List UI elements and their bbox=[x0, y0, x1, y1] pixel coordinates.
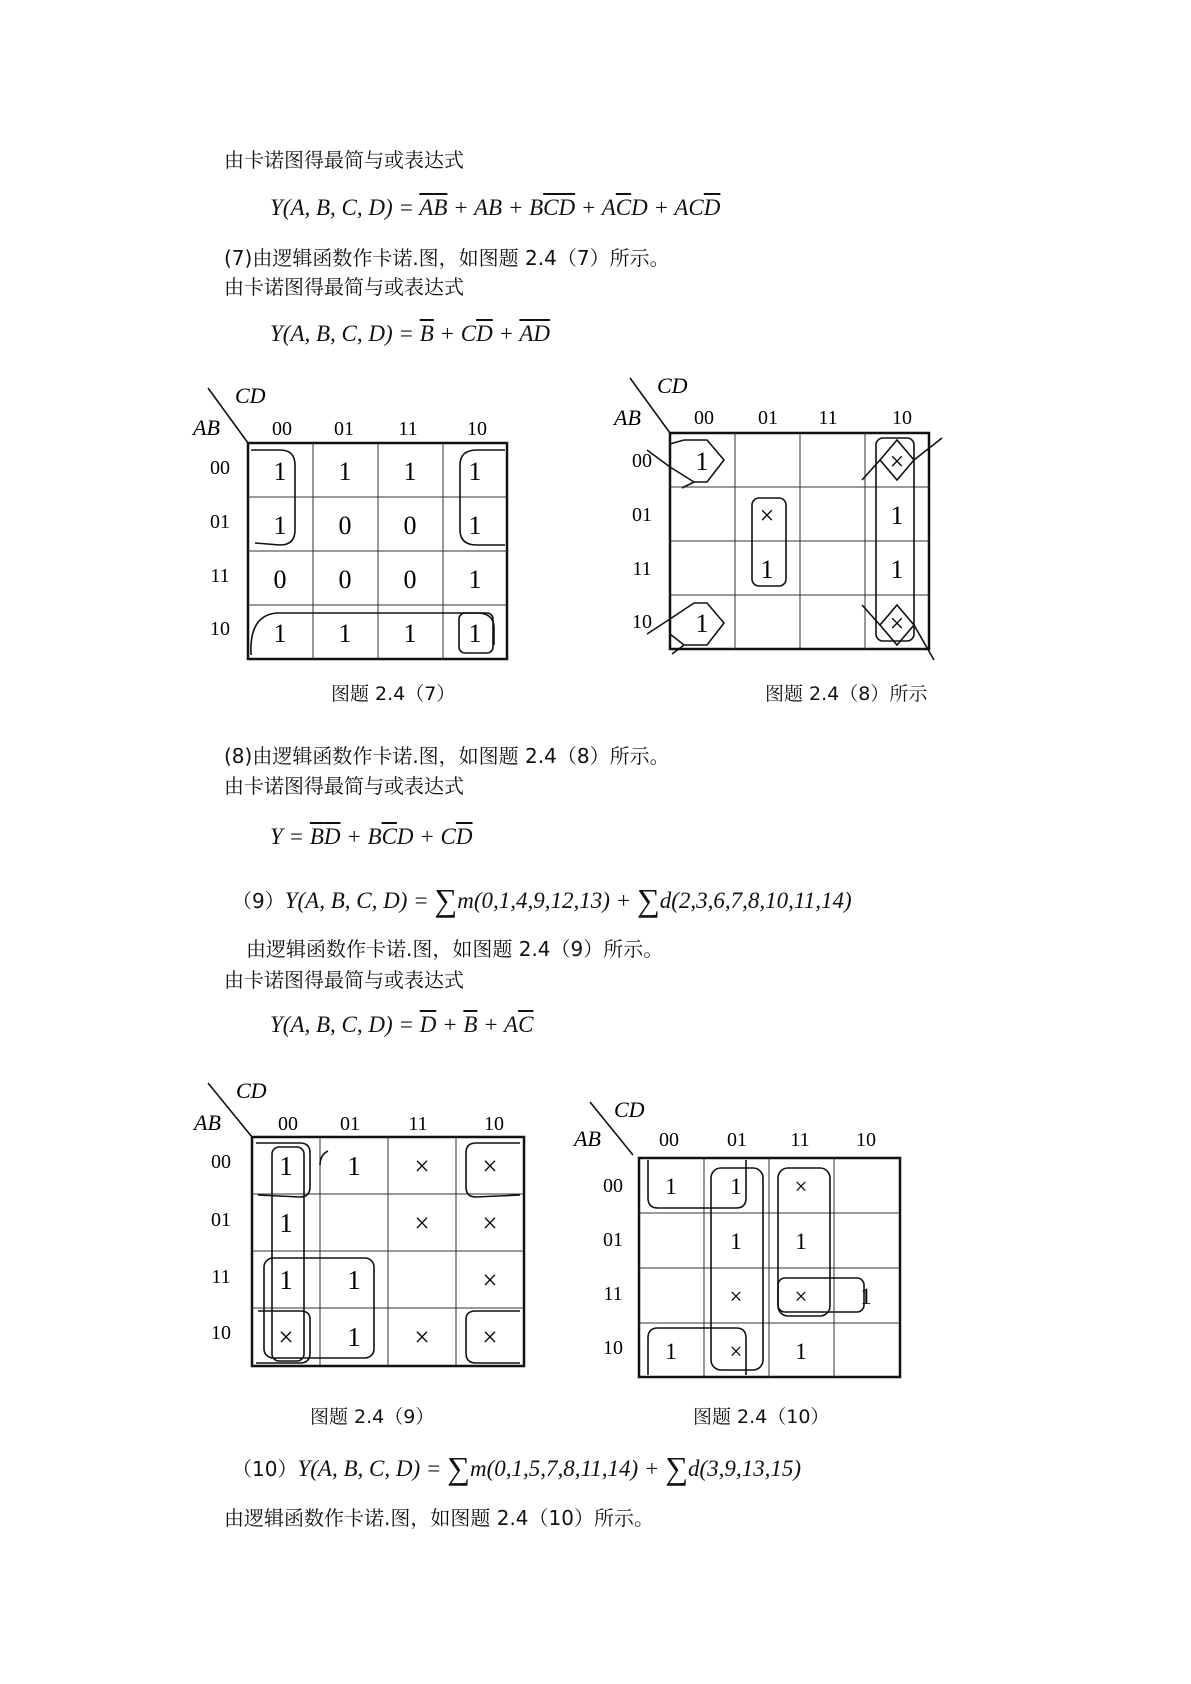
cell: 1 bbox=[695, 609, 709, 638]
cell: 1 bbox=[890, 555, 904, 584]
cell: 1 bbox=[860, 1284, 872, 1309]
cell: 1 bbox=[890, 501, 904, 530]
cell: × bbox=[482, 1322, 498, 1352]
cell: × bbox=[278, 1322, 294, 1352]
cell: 1 bbox=[279, 1151, 293, 1181]
col-label: 10 bbox=[892, 407, 912, 429]
cell: 1 bbox=[468, 565, 482, 594]
cell: × bbox=[759, 501, 775, 530]
equation-4: （9）Y(A, B, C, D) = ∑m(0,1,4,9,12,13) + ∑d(2,3,6,7,8,10,11,14) bbox=[232, 882, 852, 918]
cell: × bbox=[889, 447, 905, 476]
cell: 1 bbox=[273, 457, 287, 486]
caption-9: 图题 2.4（9） bbox=[310, 1406, 435, 1428]
equation-5: Y(A, B, C, $D) = \overline{D} + \overline{B} + A\overline{C}$ bbox=[270, 1012, 534, 1037]
text-line-3: 由卡诺图得最简与或表达式 bbox=[224, 275, 464, 299]
col-label: 01 bbox=[727, 1129, 747, 1151]
col-label: 11 bbox=[398, 418, 418, 440]
row-label: 01 bbox=[211, 1209, 231, 1231]
cell: 1 bbox=[795, 1339, 807, 1364]
cell: × bbox=[729, 1284, 743, 1309]
cell: × bbox=[482, 1208, 498, 1238]
text-line-2: (7)由逻辑函数作卡诺.图，如图题 2.4（7）所示。 bbox=[224, 246, 670, 270]
kmap-col-labels bbox=[694, 407, 912, 429]
cell: × bbox=[414, 1151, 430, 1181]
col-label: 00 bbox=[278, 1113, 298, 1135]
cell: 1 bbox=[403, 457, 417, 486]
text-line-4: (8)由逻辑函数作卡诺.图，如图题 2.4（8）所示。 bbox=[224, 744, 670, 768]
col-label: 01 bbox=[334, 418, 354, 440]
kmap-row-labels bbox=[211, 1151, 231, 1344]
kmap-row-var: AB bbox=[574, 1126, 601, 1151]
row-label: 11 bbox=[211, 1266, 231, 1288]
cell: × bbox=[729, 1339, 743, 1364]
caption-7: 图题 2.4（7） bbox=[331, 683, 456, 705]
kmap-col-var: CD bbox=[657, 373, 688, 398]
col-label: 00 bbox=[659, 1129, 679, 1151]
text-line-8: 由逻辑函数作卡诺.图，如图题 2.4（10）所示。 bbox=[224, 1506, 654, 1530]
row-label: 11 bbox=[632, 558, 652, 580]
cell: 1 bbox=[730, 1229, 742, 1254]
kmap-9 bbox=[188, 1075, 538, 1375]
cell: × bbox=[889, 609, 905, 638]
cell: 1 bbox=[665, 1174, 677, 1199]
col-label: 10 bbox=[467, 418, 487, 440]
kmap-row-labels bbox=[603, 1175, 623, 1359]
cell: 1 bbox=[347, 1265, 361, 1295]
cell: × bbox=[414, 1322, 430, 1352]
cell: × bbox=[414, 1208, 430, 1238]
kmap-8 bbox=[612, 370, 952, 670]
cell: 1 bbox=[468, 511, 482, 540]
col-label: 00 bbox=[272, 418, 292, 440]
equation-6: （10）Y(A, B, C, D) = ∑m(0,1,5,7,8,11,14) + ∑d(3,9,13,15) bbox=[232, 1450, 802, 1486]
col-label: 10 bbox=[856, 1129, 876, 1151]
kmap-col-var: CD bbox=[236, 1078, 267, 1103]
col-label: 11 bbox=[790, 1129, 810, 1151]
row-label: 10 bbox=[211, 1322, 231, 1344]
caption-8: 图题 2.4（8）所示 bbox=[765, 683, 928, 705]
cell: 1 bbox=[795, 1229, 807, 1254]
cell: 1 bbox=[730, 1174, 742, 1199]
cell: 1 bbox=[338, 619, 352, 648]
kmap-loop bbox=[778, 1278, 864, 1312]
text-line-7: 由卡诺图得最简与或表达式 bbox=[224, 968, 464, 992]
cell: 1 bbox=[760, 555, 774, 584]
cell: 1 bbox=[347, 1322, 361, 1352]
text-line-5: 由卡诺图得最简与或表达式 bbox=[224, 774, 464, 798]
cell: 0 bbox=[403, 511, 417, 540]
kmap-col-labels bbox=[659, 1129, 876, 1151]
cell: 0 bbox=[338, 511, 352, 540]
text-line-1: 由卡诺图得最简与或表达式 bbox=[224, 148, 464, 172]
cell: 1 bbox=[468, 619, 482, 648]
row-label: 11 bbox=[210, 565, 230, 587]
cell: × bbox=[794, 1284, 808, 1309]
kmap-7 bbox=[185, 380, 525, 670]
kmap-grid bbox=[639, 1158, 900, 1377]
col-label: 11 bbox=[408, 1113, 428, 1135]
row-label: 00 bbox=[210, 457, 230, 479]
row-label: 00 bbox=[211, 1151, 231, 1173]
cell: 0 bbox=[338, 565, 352, 594]
text-line-6: 由逻辑函数作卡诺.图，如图题 2.4（9）所示。 bbox=[246, 937, 664, 961]
col-label: 10 bbox=[484, 1113, 504, 1135]
cell: 1 bbox=[403, 619, 417, 648]
row-label: 10 bbox=[603, 1337, 623, 1359]
cell: 1 bbox=[468, 457, 482, 486]
cell: 1 bbox=[279, 1208, 293, 1238]
col-label: 01 bbox=[340, 1113, 360, 1135]
kmap-row-labels bbox=[210, 457, 230, 640]
cell: 1 bbox=[273, 619, 287, 648]
cell: 0 bbox=[273, 565, 287, 594]
kmap-row-labels bbox=[632, 450, 652, 633]
cell: 1 bbox=[347, 1151, 361, 1181]
col-label: 01 bbox=[758, 407, 778, 429]
equation-1: Y(A, B, C, $D) = \overline{A}\overline{B}$ + AB + $B\overline{C}\overline{D} + A\overline{C}D + AC\overline{D}$ bbox=[270, 195, 721, 220]
row-label: 00 bbox=[632, 450, 652, 472]
cell: 1 bbox=[273, 511, 287, 540]
row-label: 01 bbox=[210, 511, 230, 533]
cell: 1 bbox=[279, 1265, 293, 1295]
cell: 1 bbox=[665, 1339, 677, 1364]
kmap-col-var: CD bbox=[235, 383, 266, 408]
row-label: 01 bbox=[632, 504, 652, 526]
row-label: 01 bbox=[603, 1229, 623, 1251]
kmap-row-var: AB bbox=[614, 405, 641, 430]
cell: × bbox=[794, 1174, 808, 1199]
kmap-col-var: CD bbox=[614, 1097, 645, 1122]
equation-3: $Y = \overline{B}\overline{D} + B\overline{C}D + C\overline{D}$ bbox=[270, 824, 473, 849]
caption-10: 图题 2.4（10） bbox=[693, 1406, 830, 1428]
kmap-col-labels bbox=[272, 418, 487, 440]
cell: 1 bbox=[338, 457, 352, 486]
col-label: 11 bbox=[818, 407, 838, 429]
kmap-col-labels bbox=[278, 1113, 504, 1135]
kmap-row-var: AB bbox=[194, 1110, 221, 1135]
cell: × bbox=[482, 1265, 498, 1295]
row-label: 10 bbox=[632, 611, 652, 633]
cell: × bbox=[482, 1151, 498, 1181]
row-label: 10 bbox=[210, 618, 230, 640]
equation-2: Y(A, B, C, $D) = \overline{B} + C\overline{D} + \overline{A}\overline{D}$ bbox=[270, 321, 551, 346]
cell: 0 bbox=[403, 565, 417, 594]
row-label: 00 bbox=[603, 1175, 623, 1197]
col-label: 00 bbox=[694, 407, 714, 429]
kmap-row-var: AB bbox=[193, 415, 220, 440]
kmap-10 bbox=[568, 1090, 918, 1380]
cell: 1 bbox=[695, 447, 709, 476]
row-label: 11 bbox=[603, 1283, 623, 1305]
